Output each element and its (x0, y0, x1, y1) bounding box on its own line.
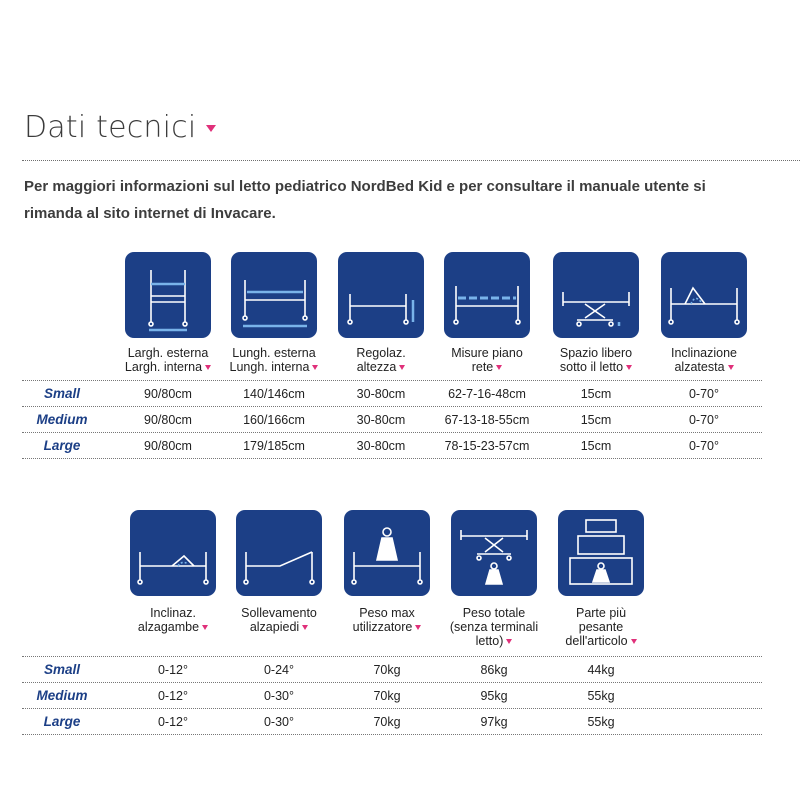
row-label: Large (43, 714, 81, 729)
row-label: Medium (36, 688, 88, 703)
foot-lift-icon (236, 510, 322, 596)
table-cell: 0-12° (157, 689, 189, 703)
header-line: alzatesta (674, 360, 725, 374)
header-triangle-icon (312, 365, 318, 370)
table-row (22, 683, 762, 709)
table-cell: 15cm (580, 413, 612, 427)
table-row (22, 709, 762, 735)
column-header (321, 346, 441, 374)
table-cell: 90/80cm (144, 387, 192, 401)
header-line: Peso totale (462, 606, 526, 620)
table-cell: 70kg (373, 663, 401, 677)
spec-table-2 (22, 510, 762, 735)
table-cell: 78-15-23-57cm (444, 439, 530, 453)
header-line: Largh. esterna (127, 346, 209, 360)
backrest-incline-icon (661, 252, 747, 338)
table-cell: 95kg (480, 689, 508, 703)
table-cell: 55kg (587, 689, 615, 703)
leg-incline-icon (130, 510, 216, 596)
header-triangle-icon (728, 365, 734, 370)
header-line: Sollevamento (241, 606, 317, 620)
column-header (427, 346, 547, 374)
column-header (214, 346, 334, 374)
spec-table-2-icons (22, 510, 762, 596)
heaviest-part-icon (558, 510, 644, 596)
page-title (24, 110, 216, 145)
table-cell: 90/80cm (144, 439, 192, 453)
table-cell: 0-70° (688, 413, 720, 427)
spec-table-1-headers (22, 346, 762, 376)
column-header (108, 346, 228, 374)
header-line: rete (471, 360, 494, 374)
header-line: sotto il letto (559, 360, 624, 374)
header-line: dell'articolo (565, 634, 628, 648)
clearance-icon (553, 252, 639, 338)
spec-table-2-rows (22, 656, 762, 735)
table-cell: 179/185cm (243, 439, 305, 453)
table-cell: 0-30° (263, 689, 295, 703)
table-cell: 15cm (580, 439, 612, 453)
header-line: letto) (475, 634, 504, 648)
table-cell: 140/146cm (243, 387, 305, 401)
table-cell: 67-13-18-55cm (444, 413, 530, 427)
header-line: Inclinaz. (150, 606, 196, 620)
column-header (327, 606, 447, 634)
table-cell: 86kg (480, 663, 508, 677)
table-cell: 15cm (580, 387, 612, 401)
table-cell: 70kg (373, 715, 401, 729)
header-triangle-icon (506, 639, 512, 644)
table-row (22, 657, 762, 683)
total-weight-icon (451, 510, 537, 596)
header-line: Peso max (359, 606, 415, 620)
table-cell: 55kg (587, 715, 615, 729)
column-header (541, 606, 661, 648)
header-line: (senza terminali (449, 620, 539, 634)
table-cell: 44kg (587, 663, 615, 677)
mattress-measure-icon (444, 252, 530, 338)
header-line: Lungh. esterna (232, 346, 316, 360)
max-user-weight-icon (344, 510, 430, 596)
spec-table-1-rows (22, 380, 762, 459)
table-cell: 0-12° (157, 715, 189, 729)
header-triangle-icon (202, 625, 208, 630)
table-cell: 30-80cm (356, 413, 406, 427)
title-divider (22, 160, 800, 161)
header-triangle-icon (631, 639, 637, 644)
column-header (536, 346, 656, 374)
table-row (22, 433, 762, 459)
table-cell: 97kg (480, 715, 508, 729)
table-cell: 62-7-16-48cm (448, 387, 526, 401)
title-triangle-icon (206, 125, 216, 132)
table-cell: 0-30° (263, 715, 295, 729)
header-line: Inclinazione (670, 346, 737, 360)
header-line: Parte più (575, 606, 627, 620)
table-cell: 30-80cm (356, 439, 406, 453)
intro-text (24, 173, 794, 227)
table-cell: 0-70° (688, 439, 720, 453)
intro-line-2: rimanda al sito internet di Invacare. (24, 205, 276, 222)
column-header (219, 606, 339, 634)
table-cell: 0-12° (157, 663, 189, 677)
header-line: alzagambe (137, 620, 200, 634)
header-line: Misure piano (451, 346, 523, 360)
spec-table-2-headers (22, 606, 762, 652)
table-cell: 70kg (373, 689, 401, 703)
bed-length-icon (231, 252, 317, 338)
header-line: Largh. interna (124, 360, 203, 374)
row-label: Large (43, 438, 81, 453)
table-cell: 0-70° (688, 387, 720, 401)
bed-width-icon (125, 252, 211, 338)
header-triangle-icon (399, 365, 405, 370)
header-triangle-icon (415, 625, 421, 630)
header-line: Lungh. interna (229, 360, 310, 374)
column-header (113, 606, 233, 634)
header-line: altezza (356, 360, 397, 374)
header-line: pesante (578, 620, 624, 634)
header-triangle-icon (302, 625, 308, 630)
header-line: Regolaz. (356, 346, 406, 360)
spec-table-1-icons (22, 252, 762, 338)
header-line: Spazio libero (559, 346, 633, 360)
table-cell: 0-24° (263, 663, 295, 677)
table-cell: 90/80cm (144, 413, 192, 427)
header-triangle-icon (496, 365, 502, 370)
column-header (434, 606, 554, 648)
column-header (644, 346, 764, 374)
table-row (22, 381, 762, 407)
spec-table-1 (22, 252, 762, 459)
header-line: utilizzatore (352, 620, 413, 634)
header-triangle-icon (626, 365, 632, 370)
table-row (22, 407, 762, 433)
header-triangle-icon (205, 365, 211, 370)
row-label: Medium (36, 412, 88, 427)
intro-line-1: Per maggiori informazioni sul letto pediatrico NordBed Kid e per consultare il manuale utente si (24, 178, 706, 195)
table-cell: 160/166cm (243, 413, 305, 427)
header-line: alzapiedi (249, 620, 300, 634)
table-cell: 30-80cm (356, 387, 406, 401)
row-label: Small (43, 662, 81, 677)
page-title-text: Dati tecnici (24, 110, 197, 145)
row-label: Small (43, 386, 81, 401)
height-adjust-icon (338, 252, 424, 338)
